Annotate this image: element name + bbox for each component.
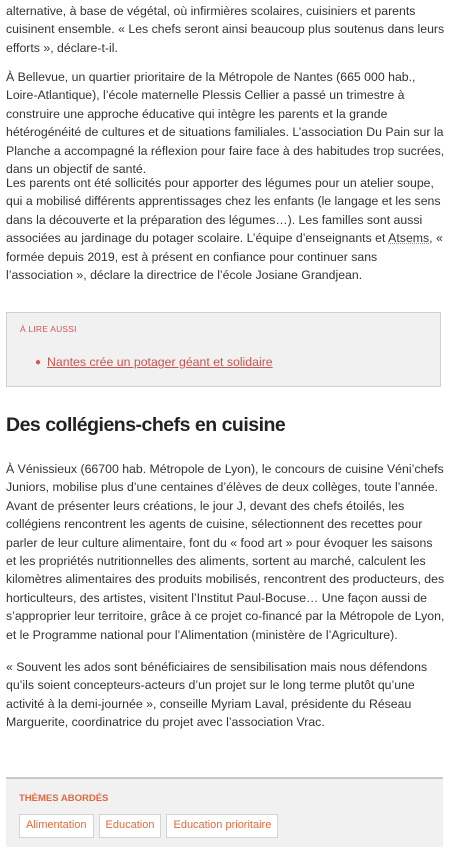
bullet-icon: ● (35, 357, 42, 368)
read-also-link[interactable]: Nantes crée un potager géant et solidaire (47, 355, 273, 369)
paragraph-1 (6, 2, 446, 57)
read-also-list (35, 354, 273, 372)
paragraph-4-text: À Vénissieux (66700 hab. Métropole de Lyon), le concours de cuisine Véni’chefs Juniors, mobilise plus d’une centaines d’élèves de deux collèges, toute l’année. Avant de présenter leurs créations, le jour J, devant des chefs étoilés, les collégiens rencontrent les agents de cuisine, sélectionnent des recettes pour parler de leur culture alimentaire, font du « food art » pour évoquer les saisons et les propriétés nutritionnelles des aliments, sortent au marché, calculent les kilomètres alimentaires des produits mobilisés, rencontrent des producteurs, des horticulteurs, des artistes, visitent l’Institut Paul-Bocuse… Une façon aussi de s’approprier leur territoire, grâce à ce projet co-financé par la Métropole de Lyon, et le Programme national pour l’Alimentation (ministère de l’Agriculture). (6, 462, 445, 642)
read-also-item (35, 354, 273, 372)
paragraph-2 (6, 68, 446, 178)
paragraph-2-text: À Bellevue, un quartier prioritaire de la Métropole de Nantes (665 000 hab., Loire-Atlantique), l’école maternelle Plessis Cellier a passé un trimestre à construire une approche éducative qui intègre les parents et la grande hétérogénéité de cultures et de situations familiales. L’association Du Pain sur la Planche a accompagné la réflexion pour faire face à des habitudes trop sucrées, dans un objectif de santé. (6, 70, 445, 177)
tag-education[interactable]: Education (99, 814, 162, 838)
section-title: Des collégiens-chefs en cuisine (6, 414, 286, 436)
paragraph-1-text: alternative, à base de végétal, où infirmières scolaires, cuisiniers et parents cuisinent ensemble. « Les chefs seront ainsi beaucoup plus soutenus dans leurs efforts », déclare-t-il. (6, 4, 445, 55)
paragraph-4 (6, 460, 446, 644)
themes-tag-list (19, 814, 278, 838)
paragraph-5 (6, 658, 446, 732)
tag-education-prioritaire[interactable]: Education prioritaire (166, 814, 278, 838)
paragraph-5-text: « Souvent les ados sont bénéficiaires de sensibilisation mais nous défendons qu’ils soient concepteurs-acteurs d’un projet sur le long terme plutôt qu’une activité à la demi-journée », conseille Myriam Laval, présidente du Réseau Marguerite, coordinatrice du projet avec l’association Vrac. (6, 660, 428, 730)
read-also-title: À LIRE AUSSI (20, 324, 77, 334)
atsems-abbreviation[interactable]: Atsems (388, 231, 430, 246)
tag-alimentation[interactable]: Alimentation (19, 814, 94, 838)
read-also-box (6, 312, 441, 387)
themes-title: THÈMES ABORDÉS (19, 793, 109, 804)
paragraph-3 (6, 174, 446, 284)
paragraph-3-text-end: , « formée depuis 2019, est à présent en confiance pour continuer sans l’association », déclare la directrice de l’école Josiane Grandjean. (6, 231, 443, 283)
themes-box (6, 777, 443, 847)
paragraph-3-text-start: Les parents ont été sollicités pour apporter des légumes pour un atelier soupe, qui a mobilisé différents apprentissages chez les enfants (le langage et les sens dans la découverte et la préparation des légumes…). Les familles sont aussi associées au jardinage du potager scolaire. L’équipe d’enseignants et (6, 176, 441, 246)
